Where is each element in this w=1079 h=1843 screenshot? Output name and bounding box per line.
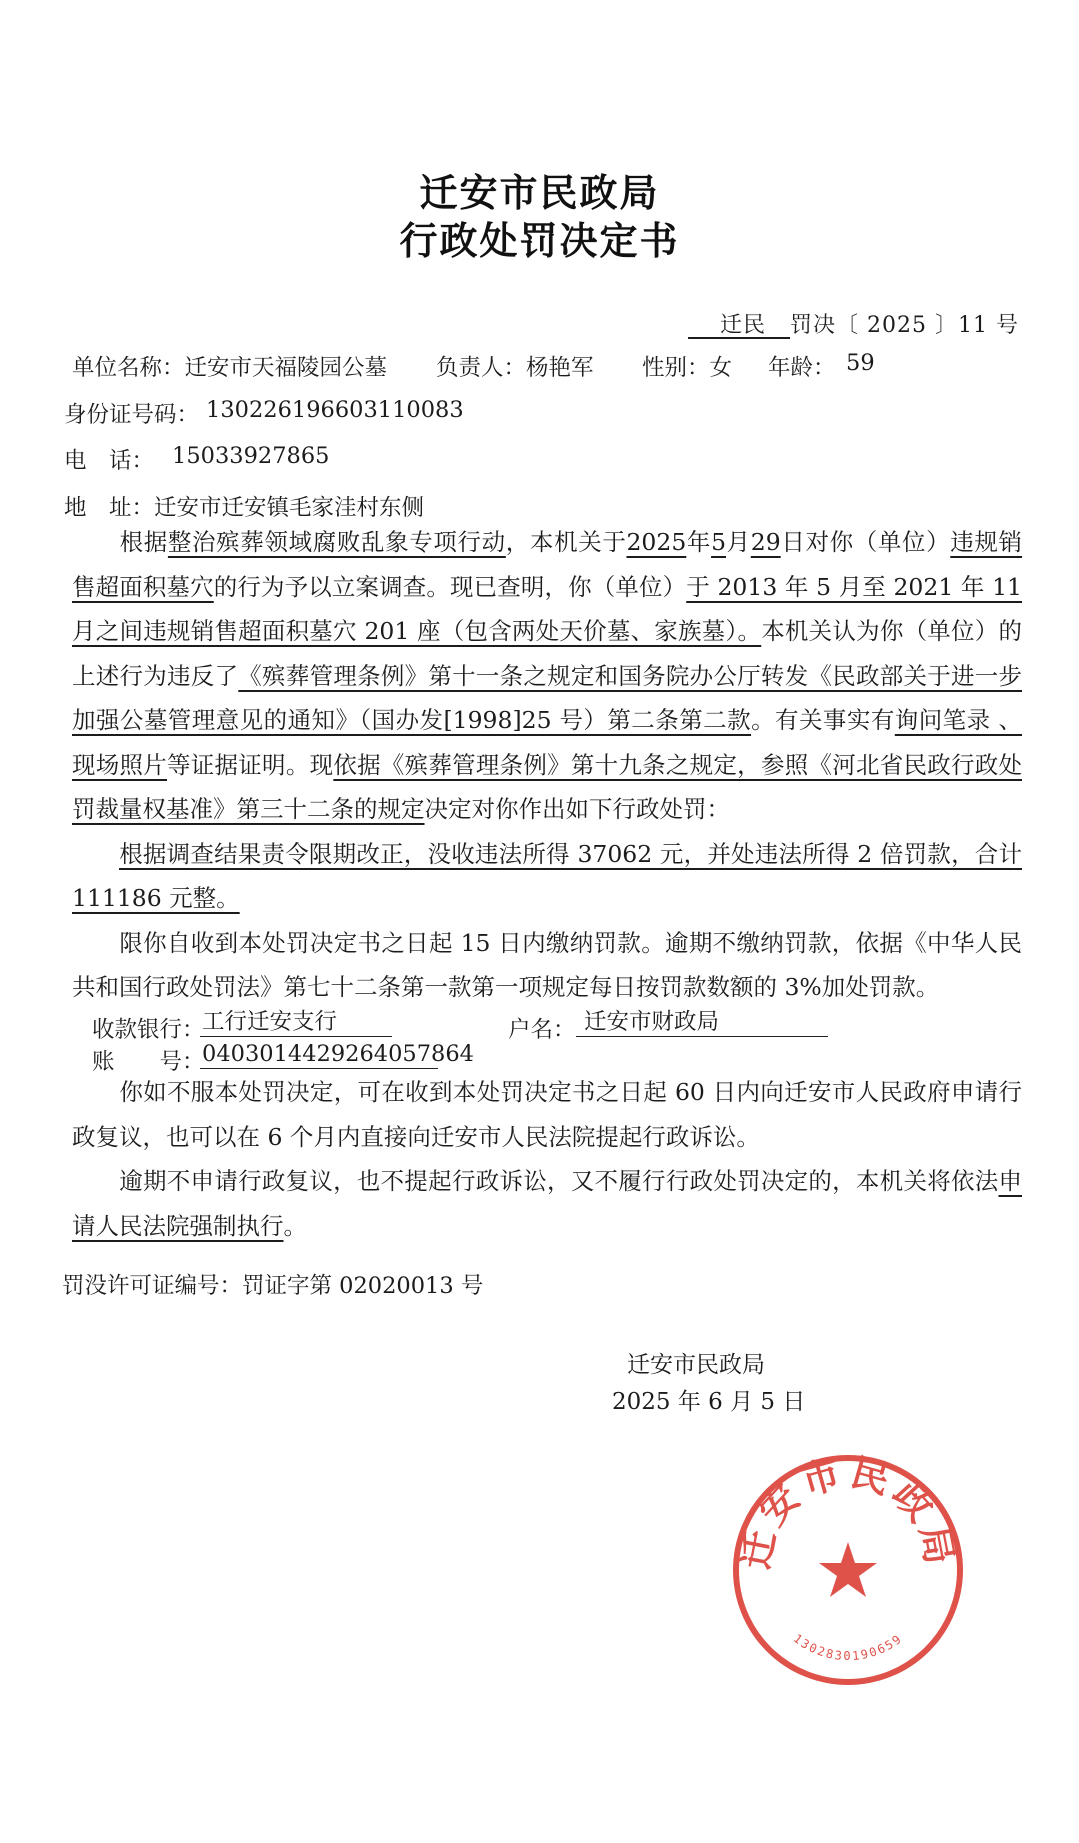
bank-value: 工行迁安支行 <box>200 1008 392 1037</box>
id-value: 130226196603110083 <box>206 397 464 423</box>
doc-title: 行政处罚决定书 <box>399 219 680 263</box>
svg-text:1302830190659: 1302830190659 <box>790 1631 906 1664</box>
account-holder-label: 户名： <box>508 1017 576 1043</box>
violation-facts: 于 2013 年 5 月至 2021 年 11 月之间违规销售超面积墓穴 201 座（包含两处天价墓、家族墓）。 <box>72 572 1023 645</box>
signing-authority: 迁安市民政局 <box>627 1352 765 1378</box>
signing-date: 2025 年 6 月 5 日 <box>612 1389 806 1415</box>
unit-name: 单位名称：迁安市天福陵园公墓 <box>72 355 388 381</box>
number-prefix: 迁民 <box>720 313 767 338</box>
legal-basis: 依据《殡葬管理条例》第十九条之规定，参照《河北省民政行政处罚裁量权基准》第三十二条的规定 <box>72 750 1023 823</box>
svg-text:迁安市民政局: 迁安市民政局 <box>732 1450 964 1573</box>
address: 地 址：迁安市迁安镇毛家洼村东侧 <box>64 495 425 521</box>
enforcement-text: 申请人民法院强制执行 <box>72 1167 1022 1240</box>
account-holder-value: 迁安市财政局 <box>576 1008 828 1037</box>
enforcement-paragraph: 逾期不申请行政复议，也不提起行政诉讼，又不履行行政处罚决定的，本机关将依法申请人民法院强制执行。 <box>72 1167 1022 1240</box>
account-number-value: 0403014429264057864 <box>202 1041 474 1067</box>
appeal-paragraph: 你如不服本处罚决定，可在收到本处罚决定书之日起 60 日内向迁安市人民政府申请行政复议，也可以在 6 个月内直接向迁安市人民法院提起行政诉讼。 <box>72 1078 1022 1151</box>
document-number <box>688 308 1019 339</box>
evidence: 询问笔录 、现场照片 <box>72 706 1023 779</box>
payment-paragraph: 限你自收到本处罚决定书之日起 15 日内缴纳罚款。逾期不缴纳罚款，依据《中华人民共和国行政处罚法》第七十二条第一款第一项规定每日按罚款数额的 3%加处罚款。 <box>72 928 1022 1001</box>
violation-name: 违规销售超面积墓穴 <box>72 528 1023 601</box>
penalty-license-number: 罚没许可证编号：罚证字第 02020013 号 <box>62 1273 484 1299</box>
decision-body <box>72 520 1022 1010</box>
number-mid: 罚决〔 2025 〕11 号 <box>790 313 1019 338</box>
violated-law: 《殡葬管理条例》第十一条之规定和国务院办公厅转发《民政部关于进一步加强公墓管理意见的通知》（国办发[1998]25 号）第二条第二款 <box>72 661 1023 734</box>
org-title: 迁安市民政局 <box>419 171 660 215</box>
campaign-name: 整治殡葬领域腐败乱象专项行动 <box>167 528 506 556</box>
bank-label: 收款银行： <box>92 1017 205 1043</box>
phone-label: 电 话： <box>64 448 155 474</box>
id-label: 身份证号码： <box>64 402 200 428</box>
penalty-paragraph <box>72 832 1022 921</box>
official-seal <box>728 1450 968 1690</box>
seal-star-icon <box>819 1542 877 1597</box>
age-label: 年龄： <box>768 355 836 381</box>
findings-paragraph: 根据整治殡葬领域腐败乱象专项行动，本机关于2025年5月29日对你（单位）违规销售超面积墓穴的行为予以立案调查。现已查明，你（单位）于 2013 年 5 月至 2021 年 11 月之间违规销售超面积墓穴 201 座（包含两处天价墓、家族墓）。本机关认为你（单位）的上述行为违反了《殡葬管理条例》第十一条之规定和国务院办公厅转发《民政部关于进一步加强公墓管理意见的通知》（国办发[1998]25 号）第二条第二款。有关事实有询问笔录 、现场照片等证据证明。现依据《殡葬管理条例》第十九条之规定，参照《河北省民政行政处罚裁量权基准》第三十二条的规定决定对你作出如下行政处罚： <box>72 528 1023 823</box>
penalty-text: 根据调查结果责令限期改正，没收违法所得 37062 元，并处违法所得 2 倍罚款，合计 111186 元整。 <box>72 839 1022 912</box>
person-in-charge: 负责人：杨艳军 <box>436 355 594 381</box>
account-number-label: 账 号： <box>92 1049 205 1075</box>
appeal-section <box>72 1070 1022 1248</box>
gender: 性别：女 <box>642 355 733 381</box>
age-value: 59 <box>846 350 875 376</box>
phone-value: 15033927865 <box>172 443 330 469</box>
